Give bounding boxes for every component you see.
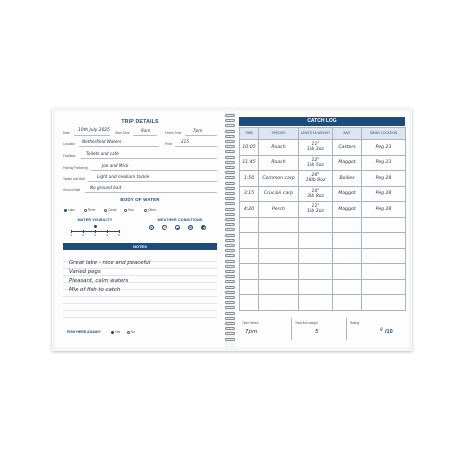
notes-rule bbox=[63, 303, 217, 304]
catch-log-column-header: TIME bbox=[240, 128, 259, 140]
catch-log-cell-time[interactable]: 3:15 bbox=[240, 186, 259, 202]
weather-title: WEATHER CONDITIONS bbox=[157, 218, 203, 222]
visibility-tick-label: 3 bbox=[94, 233, 96, 237]
radio-icon bbox=[124, 209, 127, 212]
spiral-coil bbox=[225, 306, 235, 309]
tackle-value: Light and medium tackle bbox=[97, 174, 150, 179]
water-option-label: River bbox=[88, 208, 96, 212]
rating-label: Rating bbox=[350, 321, 360, 325]
spiral-coil bbox=[225, 161, 235, 164]
fish-length: 28" bbox=[311, 173, 320, 179]
spiral-coil bbox=[225, 192, 235, 195]
notes-rule bbox=[63, 296, 217, 297]
fish-length: 11" bbox=[311, 142, 320, 148]
fish-weight: 3lb 8oz bbox=[307, 193, 324, 199]
spiral-coil bbox=[225, 130, 235, 133]
spiral-coil bbox=[225, 202, 235, 205]
note-line: Pleasant, calm waters bbox=[69, 278, 129, 284]
groundbait-value: No ground bait bbox=[90, 185, 122, 190]
catch-log-column-header: LENGTH & WEIGHT bbox=[299, 128, 333, 140]
catch-log-cell-lw[interactable] bbox=[299, 186, 333, 202]
spiral-coil bbox=[225, 223, 235, 226]
spiral-coil bbox=[225, 322, 235, 325]
visibility-marker[interactable] bbox=[94, 225, 97, 228]
table-row bbox=[240, 202, 406, 218]
water-option-canal[interactable] bbox=[104, 208, 116, 212]
water-option-label: Sea bbox=[128, 208, 134, 212]
catch-log-cell-species[interactable] bbox=[259, 233, 299, 249]
fish-again-no[interactable]: No bbox=[127, 330, 135, 334]
spiral-coil bbox=[225, 332, 235, 335]
visibility-tick-label: 4 bbox=[106, 233, 108, 237]
catch-log-cell-bait[interactable] bbox=[333, 233, 362, 249]
catch-log-cell-time[interactable] bbox=[240, 279, 259, 295]
spiral-coil bbox=[225, 270, 235, 273]
start-time-value: 9am bbox=[141, 128, 151, 133]
catch-log-cell-lw[interactable] bbox=[299, 202, 333, 218]
spiral-coil bbox=[225, 249, 235, 252]
catch-log-cell-lw[interactable] bbox=[299, 295, 333, 311]
spiral-coil bbox=[225, 150, 235, 153]
notes-rule bbox=[63, 275, 217, 276]
catch-log-cell-time[interactable] bbox=[240, 217, 259, 233]
spiral-coil bbox=[225, 317, 235, 320]
catch-log-cell-lw[interactable] bbox=[299, 279, 333, 295]
catch-log-cell-time[interactable]: 10:05 bbox=[240, 140, 259, 156]
spiral-coil bbox=[225, 296, 235, 299]
location-label: Location bbox=[63, 142, 76, 146]
spiral-coil bbox=[225, 301, 235, 304]
catch-log-column-header: SPECIES bbox=[259, 128, 299, 140]
catch-log-cell-swim[interactable]: Peg 28 bbox=[362, 186, 406, 202]
date-value: 10th July 2025 bbox=[78, 128, 110, 133]
water-option-label: Canal bbox=[108, 208, 117, 212]
catch-log-cell-species[interactable] bbox=[259, 217, 299, 233]
spiral-coil bbox=[225, 244, 235, 247]
catch-log-cell-lw[interactable] bbox=[299, 248, 333, 264]
spiral-coil bbox=[225, 213, 235, 216]
catch-log-cell-species[interactable]: Crucian carp bbox=[259, 186, 299, 202]
catch-log-cell-species[interactable] bbox=[259, 264, 299, 280]
spiral-coil bbox=[225, 265, 235, 268]
catch-log-cell-bait[interactable] bbox=[333, 295, 362, 311]
spiral-coil bbox=[225, 140, 235, 143]
table-row bbox=[240, 171, 406, 187]
partners-value: Joe and Mick bbox=[102, 163, 129, 168]
catch-log-cell-swim[interactable] bbox=[362, 217, 406, 233]
catch-log-header-row bbox=[240, 128, 406, 140]
table-row bbox=[240, 248, 406, 264]
rating-value: 8 bbox=[380, 327, 383, 332]
spiral-coil bbox=[225, 135, 235, 138]
notes-rule bbox=[63, 310, 217, 311]
catch-log-cell-swim[interactable] bbox=[362, 233, 406, 249]
spiral-coil bbox=[225, 286, 235, 289]
catch-log-cell-swim[interactable] bbox=[362, 248, 406, 264]
table-row bbox=[240, 186, 406, 202]
spiral-coil bbox=[225, 254, 235, 257]
catch-log-column-header: BAIT bbox=[333, 128, 362, 140]
catch-log-cell-species[interactable]: Perch bbox=[259, 202, 299, 218]
fish-length: 10" bbox=[311, 188, 320, 194]
catch-log-cell-species[interactable]: Common carp bbox=[259, 171, 299, 187]
table-row bbox=[240, 264, 406, 280]
fish-weight: 1lb 5oz bbox=[307, 162, 324, 168]
radio-icon bbox=[84, 209, 87, 212]
catch-log-cell-bait[interactable]: Casters bbox=[333, 140, 362, 156]
catch-log-cell-bait[interactable] bbox=[333, 264, 362, 280]
notes-header: NOTES bbox=[63, 243, 217, 250]
catch-log-cell-time[interactable] bbox=[240, 295, 259, 311]
visibility-tick-label: 2 bbox=[82, 233, 84, 237]
catch-log-page bbox=[235, 111, 409, 347]
spiral-coil bbox=[225, 291, 235, 294]
table-row bbox=[240, 217, 406, 233]
catch-log-cell-time[interactable]: 11:45 bbox=[240, 155, 259, 171]
spiral-coil bbox=[225, 239, 235, 242]
catch-log-cell-swim[interactable] bbox=[362, 264, 406, 280]
catch-log-cell-bait[interactable]: Boilies bbox=[333, 171, 362, 187]
storm-icon[interactable]: ⚡ bbox=[202, 226, 207, 230]
catch-log-cell-bait[interactable]: Maggot bbox=[333, 186, 362, 202]
catch-log-cell-time[interactable] bbox=[240, 264, 259, 280]
catch-log-cell-bait[interactable] bbox=[333, 217, 362, 233]
catch-log-cell-lw[interactable] bbox=[299, 264, 333, 280]
fish-weight: 1lb 3oz bbox=[307, 147, 324, 153]
catch-log-cell-time[interactable]: 1:50 bbox=[240, 171, 259, 187]
fish-length: 11" bbox=[311, 204, 320, 210]
spiral-coil bbox=[225, 166, 235, 169]
fish-length: 12" bbox=[311, 157, 320, 163]
tackle-label: Tackle and Bait bbox=[63, 177, 85, 181]
start-time-label: Start Time bbox=[115, 131, 130, 135]
catch-log-cell-species[interactable] bbox=[259, 295, 299, 311]
sun-icon[interactable]: ☀ bbox=[150, 226, 154, 230]
catch-log-cell-bait[interactable]: Maggot bbox=[333, 202, 362, 218]
spiral-coil bbox=[225, 182, 235, 185]
catch-log-cell-lw[interactable] bbox=[299, 155, 333, 171]
catch-log-cell-bait[interactable]: Maggot bbox=[333, 155, 362, 171]
catch-log-cell-lw[interactable] bbox=[299, 217, 333, 233]
catch-log-title: CATCH LOG bbox=[239, 117, 405, 126]
trip-details-title: TRIP DETAILS bbox=[121, 119, 159, 125]
spiral-coil bbox=[225, 145, 235, 148]
note-line: Great lake - nice and peaceful bbox=[69, 260, 151, 266]
fish-weight: 18lb 8oz bbox=[305, 178, 326, 184]
catch-log-cell-lw[interactable] bbox=[299, 140, 333, 156]
radio-icon bbox=[104, 209, 107, 212]
spiral-coil bbox=[225, 197, 235, 200]
trip-details-page bbox=[55, 111, 225, 347]
fish-weight: 1lb 2oz bbox=[307, 209, 324, 215]
price-label: Price bbox=[165, 142, 173, 146]
note-line: Mix of fish to catch bbox=[69, 287, 121, 293]
spiral-coil bbox=[225, 208, 235, 211]
water-option-sea[interactable] bbox=[124, 208, 134, 212]
catch-log-cell-species[interactable]: Roach bbox=[259, 155, 299, 171]
catch-log-cell-lw[interactable] bbox=[299, 171, 333, 187]
table-row bbox=[240, 233, 406, 249]
radio-checked-icon bbox=[111, 331, 114, 334]
radio-icon bbox=[144, 209, 147, 212]
table-row bbox=[240, 155, 406, 171]
catch-log-cell-species[interactable] bbox=[259, 248, 299, 264]
catch-log-column-header: SWIM / LOCATION bbox=[362, 128, 406, 140]
water-option-other[interactable] bbox=[144, 208, 156, 212]
table-row bbox=[240, 279, 406, 295]
water-option-river[interactable] bbox=[84, 208, 95, 212]
catch-log-cell-lw[interactable] bbox=[299, 233, 333, 249]
time-fished-label: Time fished bbox=[242, 321, 259, 325]
spiral-coil bbox=[225, 260, 235, 263]
spiral-coil bbox=[225, 234, 235, 237]
catch-log-cell-swim[interactable] bbox=[362, 279, 406, 295]
spiral-coil bbox=[225, 176, 235, 179]
facilities-label: Facilities bbox=[63, 154, 76, 158]
cloud-icon[interactable]: ☁ bbox=[176, 226, 180, 230]
spiral-binding bbox=[225, 114, 235, 346]
spiral-coil bbox=[225, 327, 235, 330]
facilities-value: Toilets and cafe bbox=[86, 151, 119, 156]
spiral-coil bbox=[225, 114, 235, 117]
catch-log-cell-bait[interactable] bbox=[333, 248, 362, 264]
partners-label: Fishing Partner(s) bbox=[63, 166, 89, 170]
water-visibility-title: WATER VISIBILITY bbox=[77, 218, 113, 222]
spiral-coil bbox=[225, 338, 235, 341]
catch-log-cell-swim[interactable]: Peg 28 bbox=[362, 171, 406, 187]
visibility-tick-label: 1 bbox=[70, 233, 72, 237]
catch-log-cell-species[interactable] bbox=[259, 279, 299, 295]
catch-log-cell-swim[interactable] bbox=[362, 295, 406, 311]
spiral-coil bbox=[225, 228, 235, 231]
water-option-lake[interactable] bbox=[64, 208, 75, 212]
radio-icon bbox=[64, 209, 67, 212]
body-of-water-title: BODY OF WATER bbox=[120, 197, 160, 202]
catch-log-cell-bait[interactable] bbox=[333, 279, 362, 295]
catch-log-cell-time[interactable] bbox=[240, 248, 259, 264]
rating-max: /10 bbox=[385, 329, 393, 335]
time-fished-value: 7pm bbox=[245, 329, 258, 335]
catch-log-cell-swim[interactable]: Peg 23 bbox=[362, 155, 406, 171]
groundbait-label: Ground Bait bbox=[63, 188, 81, 192]
catch-log-cell-species[interactable]: Roach bbox=[259, 140, 299, 156]
location-value: Netherfield Waters bbox=[82, 139, 122, 144]
sun-cloud-icon[interactable]: ⛅ bbox=[163, 226, 168, 230]
spiral-coil bbox=[225, 187, 235, 190]
spiral-coil bbox=[225, 124, 235, 127]
catch-log-cell-swim[interactable]: Peg 23 bbox=[362, 140, 406, 156]
water-option-label: Other bbox=[148, 208, 156, 212]
total-weight-label: Total fish weight bbox=[295, 321, 318, 325]
spiral-coil bbox=[225, 275, 235, 278]
note-line: Varied pegs bbox=[69, 269, 101, 275]
water-option-label: Lake bbox=[68, 208, 75, 212]
journal-spread bbox=[52, 108, 412, 351]
catch-log-table bbox=[239, 127, 406, 311]
spiral-coil bbox=[225, 280, 235, 283]
notes-rule bbox=[63, 317, 217, 318]
catch-log-cell-time[interactable]: 4:20 bbox=[240, 202, 259, 218]
table-row bbox=[240, 295, 406, 311]
fish-again-label: FISH HERE AGAIN? bbox=[67, 330, 101, 334]
visibility-tick-label: 5 bbox=[118, 233, 120, 237]
date-label: Date bbox=[63, 131, 70, 135]
spiral-coil bbox=[225, 156, 235, 159]
finish-time-label: Finish Time bbox=[165, 131, 182, 135]
rain-icon[interactable]: ☂ bbox=[189, 226, 193, 230]
catch-log-cell-swim[interactable]: Peg 28 bbox=[362, 202, 406, 218]
total-weight-value: 5 bbox=[315, 329, 319, 335]
finish-time-value: 7pm bbox=[193, 128, 203, 133]
price-value: £15 bbox=[181, 139, 189, 144]
spiral-coil bbox=[225, 119, 235, 122]
spiral-coil bbox=[225, 312, 235, 315]
radio-empty-icon bbox=[127, 331, 130, 334]
spiral-coil bbox=[225, 171, 235, 174]
spiral-coil bbox=[225, 218, 235, 221]
catch-log-cell-time[interactable] bbox=[240, 233, 259, 249]
table-row bbox=[240, 140, 406, 156]
fish-again-yes[interactable]: Yes bbox=[111, 330, 120, 334]
